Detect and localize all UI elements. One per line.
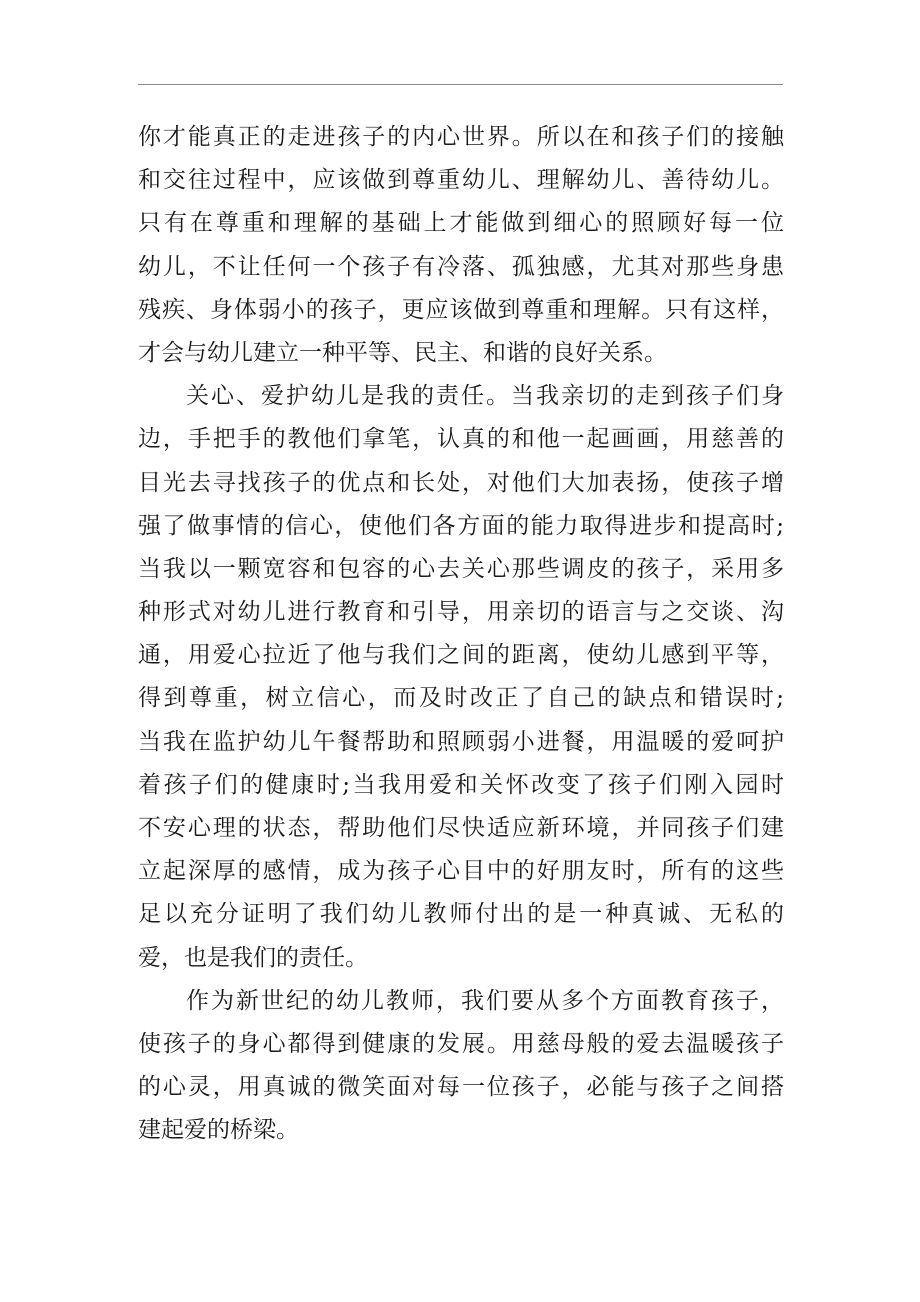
text-line: 只有在尊重和理解的基础上才能做到细心的照顾好每一位 (138, 210, 784, 237)
text-line: 边，手把手的教他们拿笔，认真的和他一起画画，用慈善的 (138, 426, 784, 453)
text-line: 当我以一颗宽容和包容的心去关心那些调皮的孩子，采用多 (138, 555, 784, 582)
text-line: 得到尊重，树立信心，而及时改正了自己的缺点和错误时; (138, 685, 784, 712)
paragraph (138, 116, 784, 375)
text-line: 立起深厚的感情，成为孩子心目中的好朋友时，所有的这些 (138, 858, 784, 885)
text-line: 和交往过程中，应该做到尊重幼儿、理解幼儿、善待幼儿。 (138, 167, 784, 194)
text-line: 强了做事情的信心，使他们各方面的能力取得进步和提高时; (138, 512, 784, 539)
text-line: 当我在监护幼儿午餐帮助和照顾弱小进餐，用温暖的爱呵护 (138, 728, 784, 755)
header-rule (138, 84, 783, 85)
text-line: 着孩子们的健康时;当我用爱和关怀改变了孩子们刚入园时 (138, 771, 784, 798)
text-line: 你才能真正的走进孩子的内心世界。所以在和孩子们的接触 (138, 124, 784, 150)
text-line: 作为新世纪的幼儿教师，我们要从多个方面教育孩子， (186, 987, 784, 1014)
text-line: 种形式对幼儿进行教育和引导，用亲切的语言与之交谈、沟 (138, 599, 784, 626)
body-text (138, 116, 784, 1153)
text-line: 足以充分证明了我们幼儿教师付出的是一种真诚、无私的 (138, 901, 784, 928)
text-line: 残疾、身体弱小的孩子，更应该做到尊重和理解。只有这样， (138, 296, 784, 323)
text-line: 幼儿，不让任何一个孩子有冷落、孤独感，尤其对那些身患 (138, 253, 784, 280)
text-line: 才会与幼儿建立一种平等、民主、和谐的良好关系。 (138, 339, 667, 366)
text-line: 不安心理的状态，帮助他们尽快适应新环境，并同孩子们建 (138, 815, 784, 841)
text-line: 关心、爱护幼儿是我的责任。当我亲切的走到孩子们身 (186, 383, 784, 410)
text-line: 建起爱的桥梁。 (138, 1117, 299, 1144)
paragraph (138, 980, 784, 1153)
text-line: 通，用爱心拉近了他与我们之间的距离，使幼儿感到平等， (138, 642, 784, 669)
text-line: 的心灵，用真诚的微笑面对每一位孩子，必能与孩子之间搭 (138, 1074, 784, 1101)
text-line: 使孩子的身心都得到健康的发展。用慈母般的爱去温暖孩子 (138, 1030, 784, 1057)
paragraph (138, 375, 784, 980)
text-line: 爱，也是我们的责任。 (138, 944, 368, 971)
text-line: 目光去寻找孩子的优点和长处，对他们大加表扬，使孩子增 (138, 469, 784, 496)
